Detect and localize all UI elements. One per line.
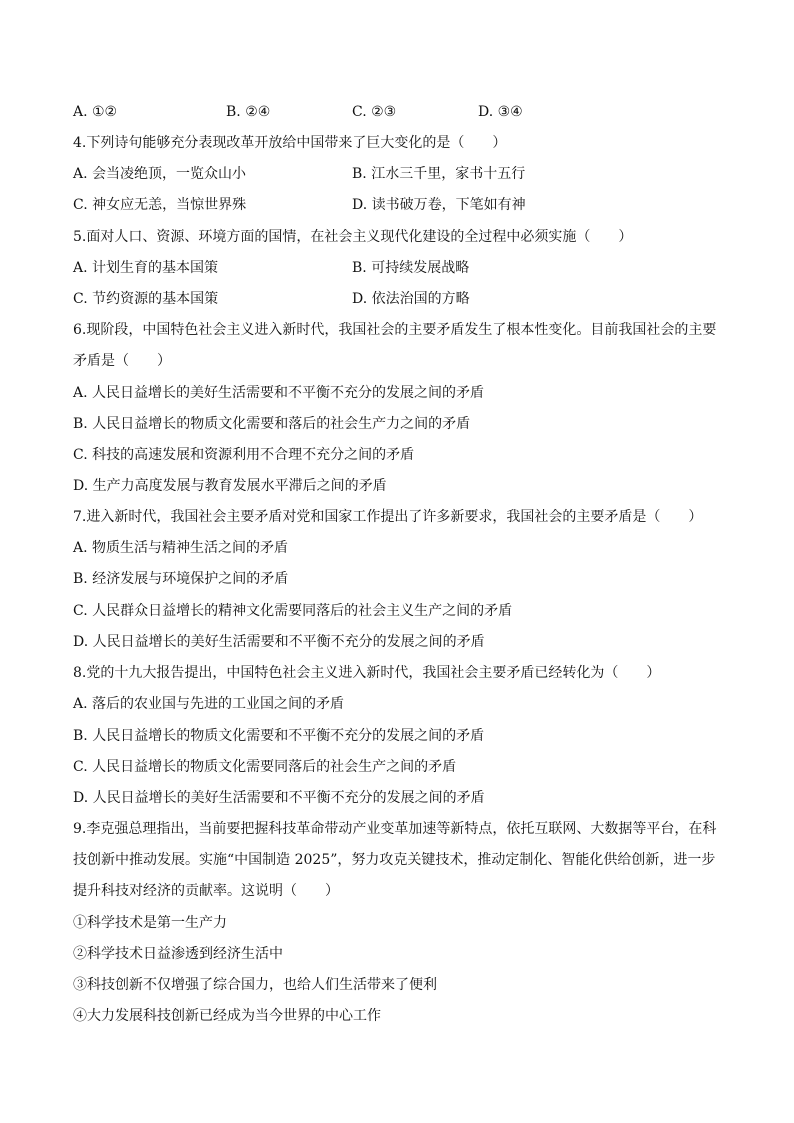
q4-stem: 4.下列诗句能够充分表现改革开放给中国带来了巨大变化的是（ ）	[73, 135, 507, 151]
q8-option-b: B. 人民日益增长的物质文化需要和不平衡不充分的发展之间的矛盾	[73, 728, 485, 744]
q5-option-b: B. 可持续发展战略	[352, 260, 470, 276]
q4-option-c: C. 神女应无恙，当惊世界殊	[73, 197, 247, 213]
q8-option-a: A. 落后的农业国与先进的工业国之间的矛盾	[73, 696, 345, 712]
q7-option-b: B. 经济发展与环境保护之间的矛盾	[73, 571, 289, 587]
q3-option-c: C. ②③	[352, 104, 397, 120]
q3-option-d: D. ③④	[478, 104, 523, 120]
q6-option-d: D. 生产力高度发展与教育发展水平滞后之间的矛盾	[73, 478, 387, 494]
q3-option-a: A. ①②	[73, 104, 118, 120]
q4-option-a: A. 会当凌绝顶，一览众山小	[73, 166, 247, 182]
q6-stem-line2: 矛盾是（ ）	[73, 353, 171, 369]
q7-stem: 7.进入新时代，我国社会主要矛盾对党和国家工作提出了许多新要求，我国社会的主要矛盾是（ ）	[73, 509, 703, 525]
q9-stem-line1: 9.李克强总理指出，当前要把握科技革命带动产业变革加速等新特点，依托互联网、大数据等平台，在科	[73, 821, 717, 837]
q7-option-c: C. 人民群众日益增长的精神文化需要同落后的社会主义生产之间的矛盾	[73, 603, 513, 619]
q7-option-a: A. 物质生活与精神生活之间的矛盾	[73, 540, 289, 556]
q8-stem: 8.党的十九大报告提出，中国特色社会主义进入新时代，我国社会主要矛盾已经转化为（ ）	[73, 665, 661, 681]
q7-option-d: D. 人民日益增长的美好生活需要和不平衡不充分的发展之间的矛盾	[73, 634, 485, 650]
q6-stem-line1: 6.现阶段，中国特色社会主义进入新时代，我国社会的主要矛盾发生了根本性变化。目前我国社会的主要	[73, 322, 717, 338]
q8-option-d: D. 人民日益增长的美好生活需要和不平衡不充分的发展之间的矛盾	[73, 790, 485, 806]
q9-stem-line2: 技创新中推动发展。实施“中国制造 2025”，努力攻克关键技术，推动定制化、智能化供给创新，进一步	[73, 852, 716, 868]
q9-statement-2: ②科学技术日益渗透到经济生活中	[73, 946, 283, 962]
q3-option-b: B. ②④	[226, 104, 271, 120]
q8-option-c: C. 人民日益增长的物质文化需要同落后的社会生产之间的矛盾	[73, 759, 457, 775]
q5-stem: 5.面对人口、资源、环境方面的国情，在社会主义现代化建设的全过程中必须实施（ ）	[73, 229, 633, 245]
q4-option-b: B. 江水三千里，家书十五行	[352, 166, 526, 182]
q9-statement-4: ④大力发展科技创新已经成为当今世界的中心工作	[73, 1008, 381, 1024]
q4-option-d: D. 读书破万卷，下笔如有神	[352, 197, 526, 213]
q6-option-a: A. 人民日益增长的美好生活需要和不平衡不充分的发展之间的矛盾	[73, 385, 485, 401]
q9-stem-line3: 提升科技对经济的贡献率。这说明（ ）	[73, 883, 339, 899]
q6-option-c: C. 科技的高速发展和资源利用不合理不充分之间的矛盾	[73, 447, 415, 463]
q5-option-c: C. 节约资源的基本国策	[73, 291, 219, 307]
q9-statement-1: ①科学技术是第一生产力	[73, 915, 227, 931]
q5-option-a: A. 计划生育的基本国策	[73, 260, 219, 276]
q5-option-d: D. 依法治国的方略	[352, 291, 470, 307]
q6-option-b: B. 人民日益增长的物质文化需要和落后的社会生产力之间的矛盾	[73, 416, 471, 432]
q9-statement-3: ③科技创新不仅增强了综合国力，也给人们生活带来了便利	[73, 977, 437, 993]
